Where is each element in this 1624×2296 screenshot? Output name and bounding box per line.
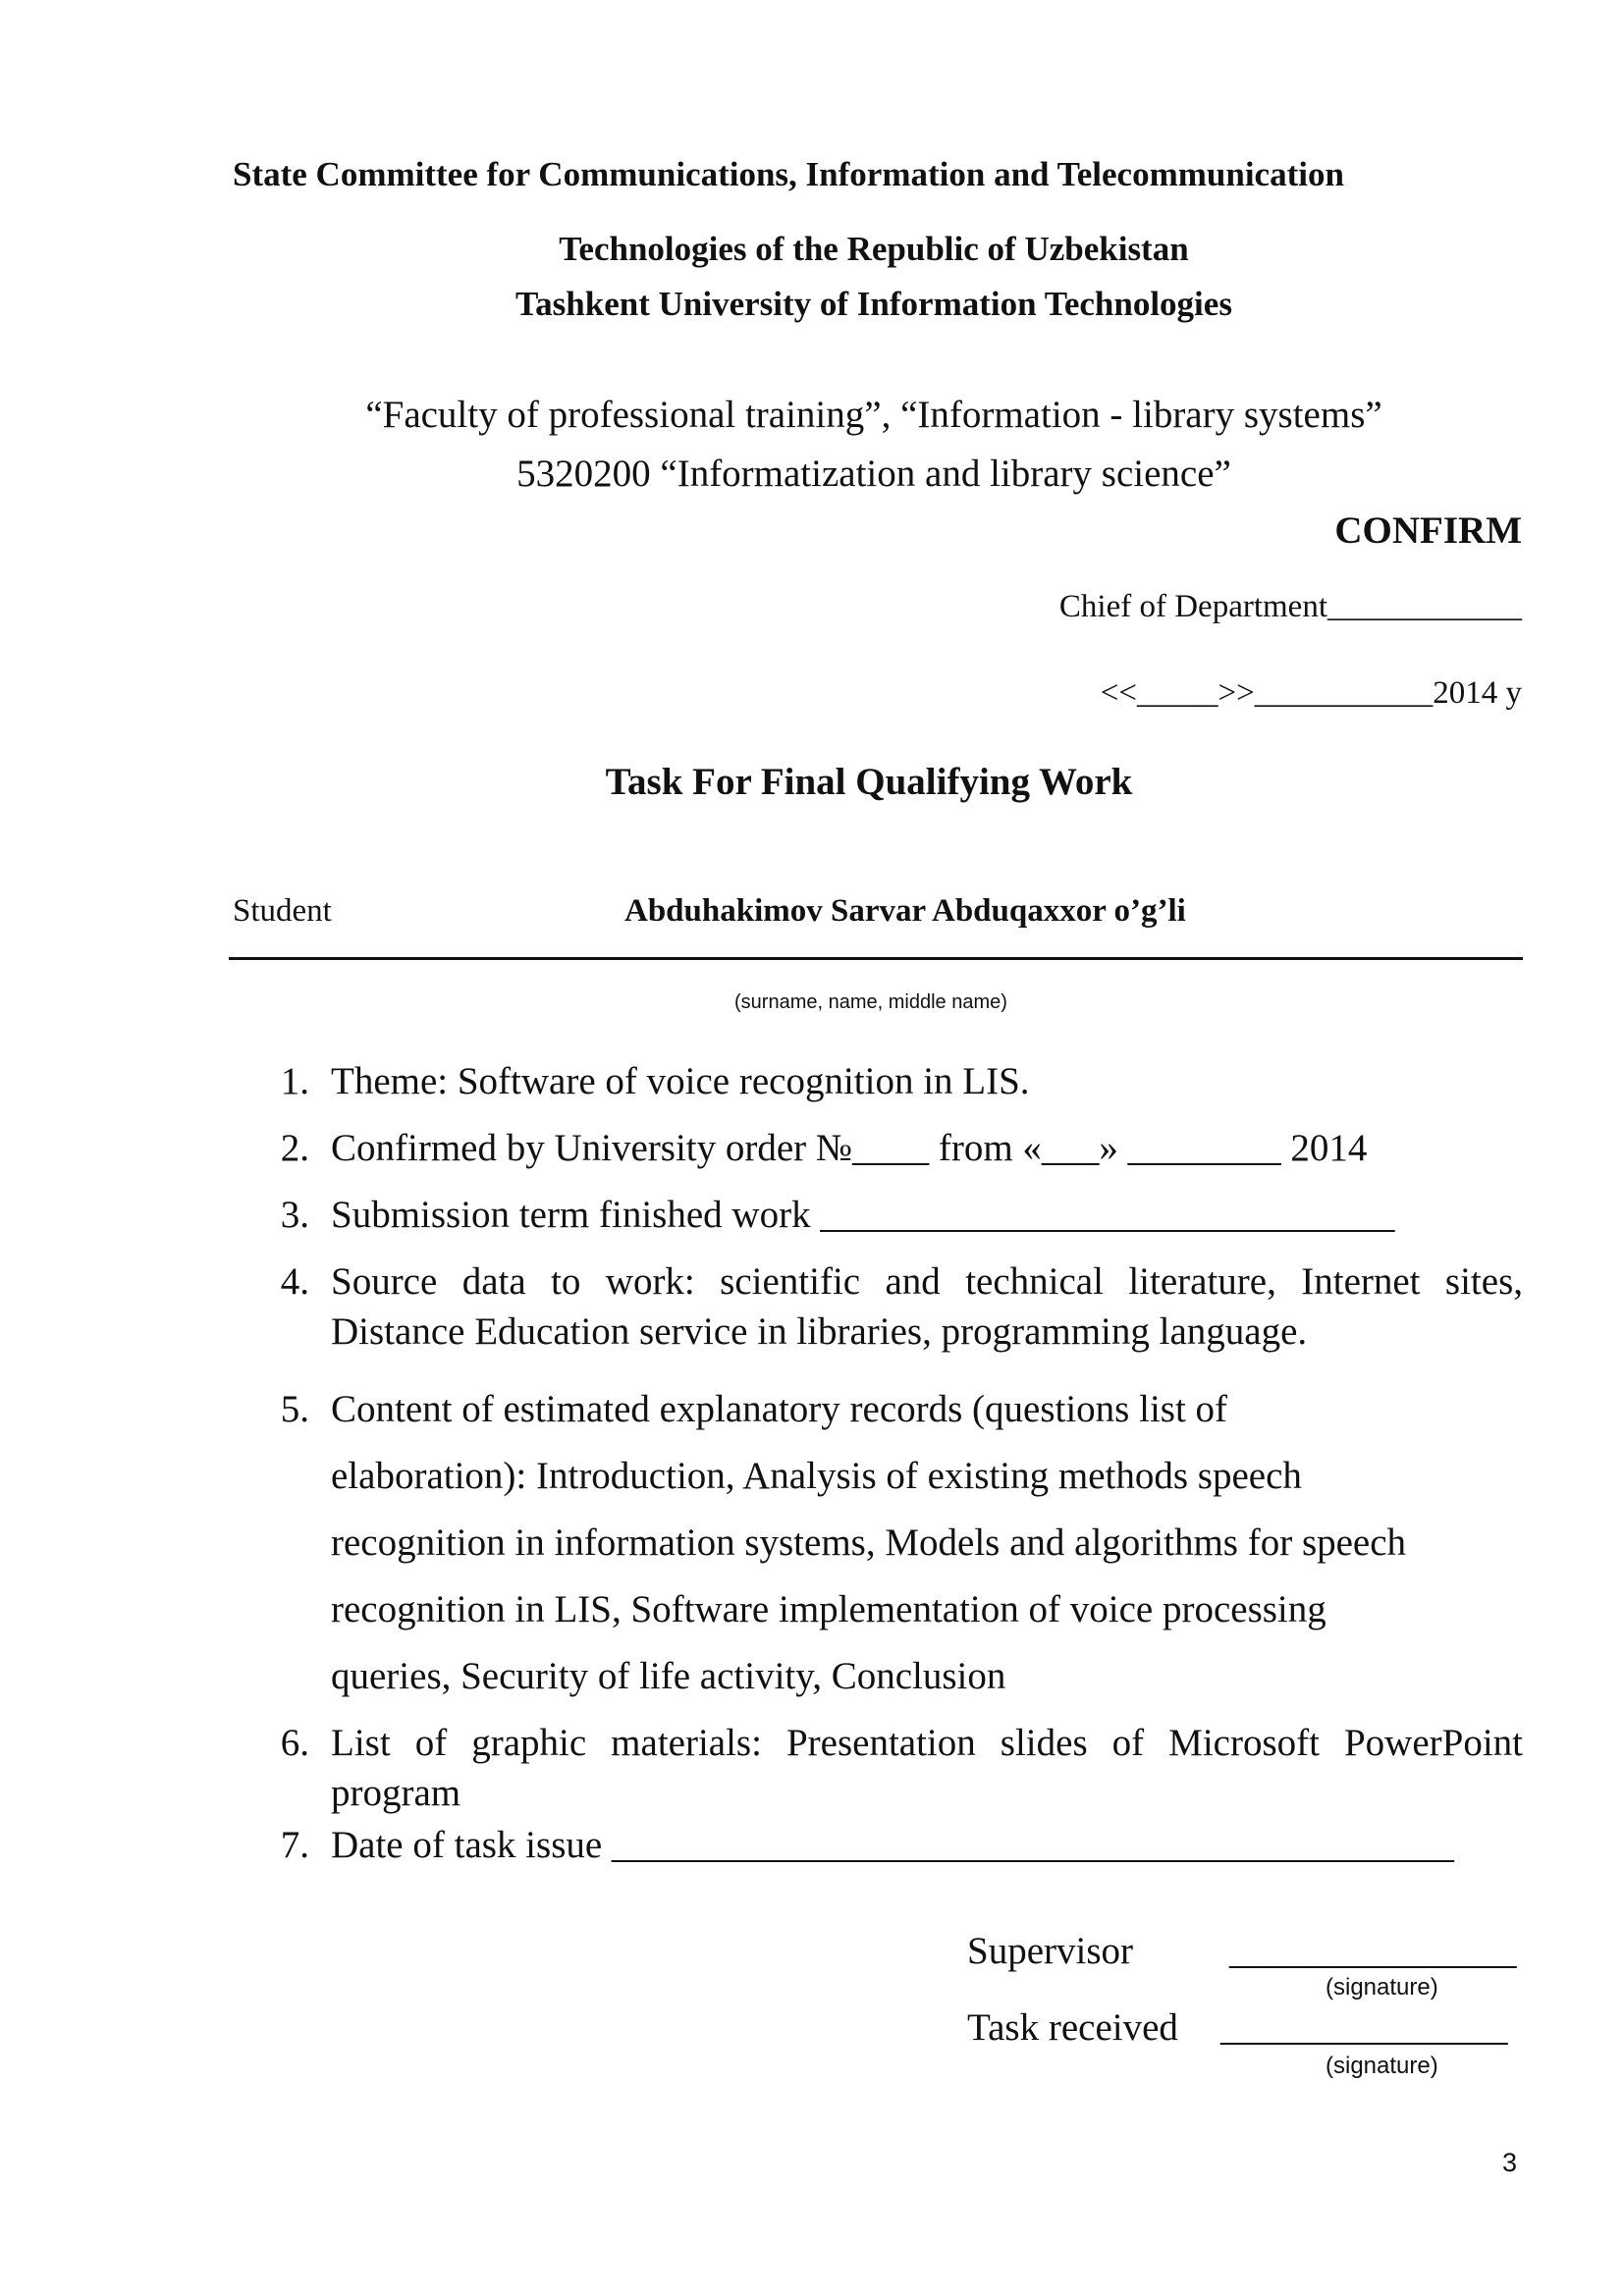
faculty-line-1: “Faculty of professional training”, “Information - library systems” xyxy=(365,394,1382,436)
confirm-date: <<_____>>___________2014 y xyxy=(1100,675,1522,711)
list-number: 5. xyxy=(280,1388,309,1430)
list-number: 7. xyxy=(280,1824,309,1866)
student-name-underline xyxy=(229,957,1523,960)
item-source-data-line-2: Distance Education service in libraries, programming language. xyxy=(331,1310,1308,1353)
student-name: Abduhakimov Sarvar Abduqaxxor o’g’li xyxy=(624,893,1186,929)
task-received-signature-line: _______________ xyxy=(1220,2006,1508,2049)
supervisor-signature-line: _______________ xyxy=(1229,1930,1517,1972)
item-source-data-line-1: Source data to work: scientific and technical literature, Internet sites, xyxy=(331,1260,1523,1303)
item-graphic-materials-line-2: program xyxy=(331,1772,461,1814)
page-number: 3 xyxy=(1502,2148,1518,2177)
item-content-line-4: recognition in LIS, Software implementation of voice processing xyxy=(331,1588,1326,1630)
list-number: 2. xyxy=(280,1127,309,1169)
task-title: Task For Final Qualifying Work xyxy=(605,761,1133,803)
list-number: 3. xyxy=(280,1194,309,1236)
university-name: Tashkent University of Information Technologies xyxy=(515,285,1232,323)
list-number: 6. xyxy=(280,1722,309,1764)
chief-of-department: Chief of Department____________ xyxy=(1058,589,1522,624)
student-name-caption: (surname, name, middle name) xyxy=(734,991,1007,1013)
item-submission-term: Submission term finished work ______________________________ xyxy=(331,1194,1395,1236)
item-content-line-2: elaboration): Introduction, Analysis of existing methods speech xyxy=(331,1455,1302,1497)
item-graphic-materials-line-1: List of graphic materials: Presentation slides of Microsoft PowerPoint xyxy=(331,1722,1523,1764)
task-received-label: Task received xyxy=(967,2006,1178,2049)
item-content-line-3: recognition in information systems, Models and algorithms for speech xyxy=(331,1522,1407,1564)
supervisor-signature-caption: (signature) xyxy=(1326,1974,1438,2001)
item-content-line-5: queries, Security of life activity, Conclusion xyxy=(331,1655,1006,1697)
student-label: Student xyxy=(233,893,332,929)
confirm-title: CONFIRM xyxy=(1334,509,1522,552)
item-confirmed-order: Confirmed by University order №____ from «___» ________ 2014 xyxy=(331,1127,1368,1169)
list-number: 1. xyxy=(280,1060,309,1102)
item-content-line-1: Content of estimated explanatory records (questions list of xyxy=(331,1388,1228,1430)
supervisor-label: Supervisor xyxy=(967,1930,1133,1972)
faculty-line-2: 5320200 “Informatization and library science” xyxy=(516,453,1231,495)
committee-line-1: State Committee for Communications, Information and Telecommunication xyxy=(233,155,1344,193)
item-theme: Theme: Software of voice recognition in LIS. xyxy=(331,1060,1030,1102)
task-received-signature-caption: (signature) xyxy=(1326,2053,1438,2079)
item-date-of-issue: Date of task issue ____________________________________________ xyxy=(331,1824,1454,1866)
committee-line-2: Technologies of the Republic of Uzbekistan xyxy=(559,230,1189,268)
list-number: 4. xyxy=(280,1260,309,1303)
